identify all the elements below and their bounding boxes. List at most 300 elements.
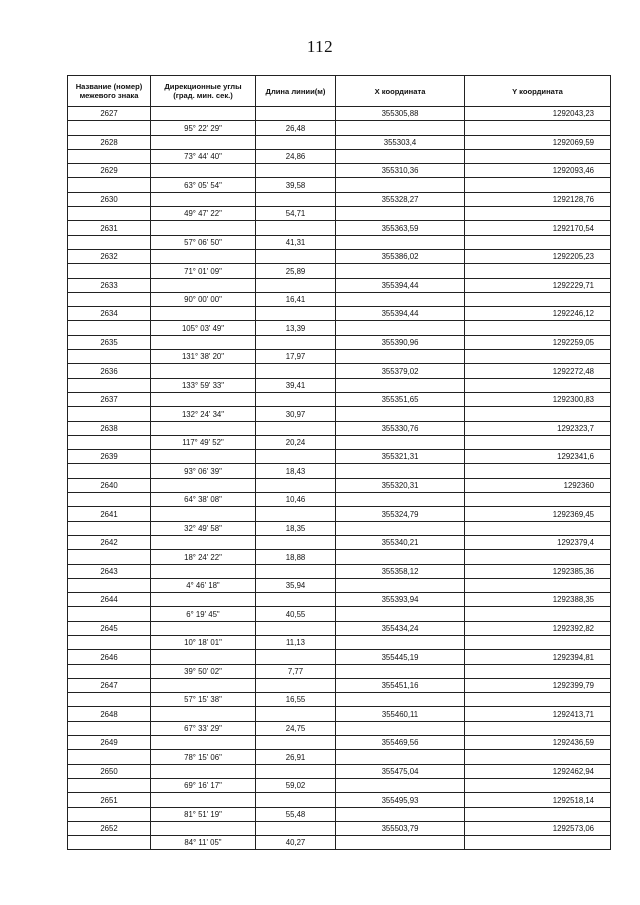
point-row <box>68 192 611 206</box>
empty-angle-cell <box>151 678 256 692</box>
point-row <box>68 364 611 378</box>
point-name: 2631 <box>68 221 151 235</box>
point-row <box>68 793 611 807</box>
empty-y-cell <box>465 750 611 764</box>
table-body <box>68 107 611 850</box>
empty-y-cell <box>465 264 611 278</box>
header-name: Название (номер) межевого знака <box>68 76 151 107</box>
y-coordinate: 1292246,12 <box>465 307 611 321</box>
point-name: 2634 <box>68 307 151 321</box>
y-coordinate: 1292385,36 <box>465 564 611 578</box>
x-coordinate: 355394,44 <box>336 307 465 321</box>
empty-name-cell <box>68 121 151 135</box>
empty-angle-cell <box>151 364 256 378</box>
segment-row <box>68 578 611 592</box>
point-row <box>68 478 611 492</box>
y-coordinate: 1292341,6 <box>465 450 611 464</box>
empty-angle-cell <box>151 621 256 635</box>
point-row <box>68 736 611 750</box>
segment-row <box>68 607 611 621</box>
empty-x-cell <box>336 121 465 135</box>
point-name: 2644 <box>68 593 151 607</box>
segment-row <box>68 207 611 221</box>
empty-angle-cell <box>151 793 256 807</box>
empty-name-cell <box>68 292 151 306</box>
line-length: 26,48 <box>256 121 336 135</box>
empty-angle-cell <box>151 392 256 406</box>
direction-angle: 117° 49' 52" <box>151 435 256 449</box>
empty-length-cell <box>256 707 336 721</box>
y-coordinate: 1292518,14 <box>465 793 611 807</box>
segment-row <box>68 321 611 335</box>
empty-name-cell <box>68 550 151 564</box>
empty-angle-cell <box>151 650 256 664</box>
x-coordinate: 355324,79 <box>336 507 465 521</box>
y-coordinate: 1292394,81 <box>465 650 611 664</box>
empty-length-cell <box>256 764 336 778</box>
empty-y-cell <box>465 149 611 163</box>
empty-x-cell <box>336 778 465 792</box>
segment-row <box>68 464 611 478</box>
empty-angle-cell <box>151 450 256 464</box>
direction-angle: 10° 18' 01" <box>151 635 256 649</box>
line-length: 40,27 <box>256 836 336 850</box>
empty-angle-cell <box>151 593 256 607</box>
empty-x-cell <box>336 721 465 735</box>
line-length: 35,94 <box>256 578 336 592</box>
point-name: 2651 <box>68 793 151 807</box>
direction-angle: 93° 06' 39" <box>151 464 256 478</box>
empty-y-cell <box>465 807 611 821</box>
empty-length-cell <box>256 478 336 492</box>
empty-length-cell <box>256 278 336 292</box>
empty-name-cell <box>68 407 151 421</box>
empty-angle-cell <box>151 221 256 235</box>
y-coordinate: 1292259,05 <box>465 335 611 349</box>
segment-row <box>68 350 611 364</box>
point-name: 2642 <box>68 535 151 549</box>
empty-length-cell <box>256 593 336 607</box>
empty-length-cell <box>256 192 336 206</box>
empty-name-cell <box>68 693 151 707</box>
point-name: 2643 <box>68 564 151 578</box>
empty-y-cell <box>465 178 611 192</box>
empty-name-cell <box>68 521 151 535</box>
direction-angle: 71° 01' 09" <box>151 264 256 278</box>
y-coordinate: 1292436,59 <box>465 736 611 750</box>
empty-length-cell <box>256 421 336 435</box>
y-coordinate: 1292093,46 <box>465 164 611 178</box>
empty-name-cell <box>68 264 151 278</box>
header-row <box>68 76 611 107</box>
x-coordinate: 355351,65 <box>336 392 465 406</box>
direction-angle: 95° 22' 29" <box>151 121 256 135</box>
empty-y-cell <box>465 693 611 707</box>
empty-length-cell <box>256 450 336 464</box>
segment-row <box>68 235 611 249</box>
y-coordinate: 1292392,82 <box>465 621 611 635</box>
direction-angle: 131° 38' 20" <box>151 350 256 364</box>
segment-row <box>68 149 611 163</box>
segment-row <box>68 721 611 735</box>
point-row <box>68 650 611 664</box>
y-coordinate: 1292323,7 <box>465 421 611 435</box>
point-row <box>68 621 611 635</box>
direction-angle: 64° 38' 08" <box>151 493 256 507</box>
empty-length-cell <box>256 564 336 578</box>
line-length: 20,24 <box>256 435 336 449</box>
direction-angle: 133° 59' 33" <box>151 378 256 392</box>
empty-x-cell <box>336 378 465 392</box>
empty-y-cell <box>465 207 611 221</box>
empty-name-cell <box>68 235 151 249</box>
empty-y-cell <box>465 607 611 621</box>
point-name: 2647 <box>68 678 151 692</box>
empty-y-cell <box>465 721 611 735</box>
x-coordinate: 355469,56 <box>336 736 465 750</box>
empty-length-cell <box>256 678 336 692</box>
empty-angle-cell <box>151 707 256 721</box>
segment-row <box>68 750 611 764</box>
x-coordinate: 355358,12 <box>336 564 465 578</box>
point-row <box>68 135 611 149</box>
empty-y-cell <box>465 407 611 421</box>
y-coordinate: 1292069,59 <box>465 135 611 149</box>
empty-length-cell <box>256 793 336 807</box>
empty-y-cell <box>465 378 611 392</box>
y-coordinate: 1292388,35 <box>465 593 611 607</box>
segment-row <box>68 264 611 278</box>
empty-name-cell <box>68 721 151 735</box>
y-coordinate: 1292369,45 <box>465 507 611 521</box>
empty-angle-cell <box>151 192 256 206</box>
segment-row <box>68 521 611 535</box>
line-length: 18,35 <box>256 521 336 535</box>
point-name: 2638 <box>68 421 151 435</box>
segment-row <box>68 407 611 421</box>
header-y: Y координата <box>465 76 611 107</box>
empty-length-cell <box>256 821 336 835</box>
empty-length-cell <box>256 650 336 664</box>
point-name: 2649 <box>68 736 151 750</box>
line-length: 11,13 <box>256 635 336 649</box>
line-length: 24,86 <box>256 149 336 163</box>
empty-y-cell <box>465 121 611 135</box>
empty-angle-cell <box>151 135 256 149</box>
empty-length-cell <box>256 107 336 121</box>
x-coordinate: 355328,27 <box>336 192 465 206</box>
point-name: 2652 <box>68 821 151 835</box>
direction-angle: 57° 15' 38" <box>151 693 256 707</box>
empty-angle-cell <box>151 821 256 835</box>
empty-y-cell <box>465 435 611 449</box>
empty-name-cell <box>68 435 151 449</box>
empty-x-cell <box>336 292 465 306</box>
empty-x-cell <box>336 550 465 564</box>
empty-angle-cell <box>151 307 256 321</box>
empty-x-cell <box>336 635 465 649</box>
direction-angle: 78° 15' 06" <box>151 750 256 764</box>
empty-x-cell <box>336 693 465 707</box>
line-length: 55,48 <box>256 807 336 821</box>
x-coordinate: 355321,31 <box>336 450 465 464</box>
direction-angle: 132° 24' 34" <box>151 407 256 421</box>
segment-row <box>68 121 611 135</box>
empty-y-cell <box>465 493 611 507</box>
point-row <box>68 249 611 263</box>
empty-name-cell <box>68 464 151 478</box>
line-length: 40,55 <box>256 607 336 621</box>
point-name: 2639 <box>68 450 151 464</box>
line-length: 16,55 <box>256 693 336 707</box>
empty-y-cell <box>465 235 611 249</box>
empty-name-cell <box>68 207 151 221</box>
point-row <box>68 278 611 292</box>
y-coordinate: 1292413,71 <box>465 707 611 721</box>
direction-angle: 32° 49' 58" <box>151 521 256 535</box>
empty-x-cell <box>336 435 465 449</box>
point-row <box>68 421 611 435</box>
point-row <box>68 764 611 778</box>
y-coordinate: 1292272,48 <box>465 364 611 378</box>
empty-x-cell <box>336 149 465 163</box>
empty-name-cell <box>68 578 151 592</box>
line-length: 25,89 <box>256 264 336 278</box>
line-length: 39,41 <box>256 378 336 392</box>
empty-length-cell <box>256 221 336 235</box>
empty-angle-cell <box>151 535 256 549</box>
point-name: 2645 <box>68 621 151 635</box>
empty-x-cell <box>336 264 465 278</box>
point-name: 2640 <box>68 478 151 492</box>
point-row <box>68 678 611 692</box>
empty-name-cell <box>68 750 151 764</box>
page-number: 112 <box>306 37 334 56</box>
empty-length-cell <box>256 135 336 149</box>
direction-angle: 81° 51' 19" <box>151 807 256 821</box>
empty-y-cell <box>465 635 611 649</box>
empty-angle-cell <box>151 278 256 292</box>
empty-length-cell <box>256 307 336 321</box>
segment-row <box>68 807 611 821</box>
empty-y-cell <box>465 664 611 678</box>
x-coordinate: 355434,24 <box>336 621 465 635</box>
point-name: 2636 <box>68 364 151 378</box>
line-length: 26,91 <box>256 750 336 764</box>
empty-x-cell <box>336 664 465 678</box>
x-coordinate: 355475,04 <box>336 764 465 778</box>
empty-length-cell <box>256 736 336 750</box>
y-coordinate: 1292573,06 <box>465 821 611 835</box>
empty-angle-cell <box>151 164 256 178</box>
header-length: Длина линии(м) <box>256 76 336 107</box>
point-name: 2650 <box>68 764 151 778</box>
point-name: 2637 <box>68 392 151 406</box>
empty-x-cell <box>336 750 465 764</box>
y-coordinate: 1292399,79 <box>465 678 611 692</box>
empty-length-cell <box>256 621 336 635</box>
point-name: 2630 <box>68 192 151 206</box>
point-name: 2635 <box>68 335 151 349</box>
empty-angle-cell <box>151 421 256 435</box>
empty-y-cell <box>465 321 611 335</box>
direction-angle: 6° 19' 45" <box>151 607 256 621</box>
empty-x-cell <box>336 807 465 821</box>
line-length: 10,46 <box>256 493 336 507</box>
empty-x-cell <box>336 350 465 364</box>
y-coordinate: 1292043,23 <box>465 107 611 121</box>
direction-angle: 4° 46' 18" <box>151 578 256 592</box>
x-coordinate: 355320,31 <box>336 478 465 492</box>
line-length: 18,43 <box>256 464 336 478</box>
empty-name-cell <box>68 635 151 649</box>
point-name: 2628 <box>68 135 151 149</box>
empty-name-cell <box>68 607 151 621</box>
line-length: 7,77 <box>256 664 336 678</box>
segment-row <box>68 378 611 392</box>
empty-angle-cell <box>151 478 256 492</box>
point-row <box>68 821 611 835</box>
x-coordinate: 355303,4 <box>336 135 465 149</box>
empty-y-cell <box>465 778 611 792</box>
empty-angle-cell <box>151 107 256 121</box>
segment-row <box>68 292 611 306</box>
direction-angle: 39° 50' 02" <box>151 664 256 678</box>
point-name: 2641 <box>68 507 151 521</box>
segment-row <box>68 778 611 792</box>
x-coordinate: 355495,93 <box>336 793 465 807</box>
segment-row <box>68 178 611 192</box>
header-angle: Дирекционные углы (град. мин. сек.) <box>151 76 256 107</box>
empty-angle-cell <box>151 249 256 263</box>
empty-x-cell <box>336 836 465 850</box>
empty-name-cell <box>68 778 151 792</box>
empty-x-cell <box>336 321 465 335</box>
direction-angle: 18° 24' 22" <box>151 550 256 564</box>
point-row <box>68 335 611 349</box>
direction-angle: 57° 06' 50" <box>151 235 256 249</box>
segment-row <box>68 836 611 850</box>
empty-x-cell <box>336 464 465 478</box>
y-coordinate: 1292300,83 <box>465 392 611 406</box>
x-coordinate: 355451,16 <box>336 678 465 692</box>
empty-length-cell <box>256 507 336 521</box>
y-coordinate: 1292170,54 <box>465 221 611 235</box>
header-x: X координата <box>336 76 465 107</box>
segment-row <box>68 635 611 649</box>
empty-x-cell <box>336 578 465 592</box>
point-name: 2632 <box>68 249 151 263</box>
x-coordinate: 355445,19 <box>336 650 465 664</box>
x-coordinate: 355390,96 <box>336 335 465 349</box>
x-coordinate: 355363,59 <box>336 221 465 235</box>
y-coordinate: 1292462,94 <box>465 764 611 778</box>
empty-angle-cell <box>151 764 256 778</box>
direction-angle: 73° 44' 40" <box>151 149 256 163</box>
line-length: 24,75 <box>256 721 336 735</box>
empty-name-cell <box>68 350 151 364</box>
line-length: 13,39 <box>256 321 336 335</box>
empty-y-cell <box>465 521 611 535</box>
empty-x-cell <box>336 235 465 249</box>
y-coordinate: 1292128,76 <box>465 192 611 206</box>
segment-row <box>68 693 611 707</box>
segment-row <box>68 493 611 507</box>
y-coordinate: 1292360 <box>465 478 611 492</box>
empty-y-cell <box>465 836 611 850</box>
segment-row <box>68 664 611 678</box>
empty-y-cell <box>465 350 611 364</box>
point-row <box>68 392 611 406</box>
line-length: 41,31 <box>256 235 336 249</box>
y-coordinate: 1292229,71 <box>465 278 611 292</box>
empty-length-cell <box>256 392 336 406</box>
x-coordinate: 355305,88 <box>336 107 465 121</box>
empty-x-cell <box>336 493 465 507</box>
empty-x-cell <box>336 607 465 621</box>
line-length: 17,97 <box>256 350 336 364</box>
point-row <box>68 164 611 178</box>
segment-row <box>68 550 611 564</box>
direction-angle: 67° 33' 29" <box>151 721 256 735</box>
line-length: 59,02 <box>256 778 336 792</box>
y-coordinate: 1292205,23 <box>465 249 611 263</box>
empty-angle-cell <box>151 564 256 578</box>
line-length: 54,71 <box>256 207 336 221</box>
empty-name-cell <box>68 149 151 163</box>
direction-angle: 90° 00' 00" <box>151 292 256 306</box>
point-row <box>68 593 611 607</box>
empty-x-cell <box>336 407 465 421</box>
x-coordinate: 355393,94 <box>336 593 465 607</box>
empty-length-cell <box>256 164 336 178</box>
direction-angle: 84° 11' 05" <box>151 836 256 850</box>
empty-y-cell <box>465 578 611 592</box>
empty-x-cell <box>336 521 465 535</box>
empty-length-cell <box>256 364 336 378</box>
empty-y-cell <box>465 550 611 564</box>
point-row <box>68 221 611 235</box>
table-header <box>68 76 611 107</box>
empty-angle-cell <box>151 736 256 750</box>
direction-angle: 105° 03' 49" <box>151 321 256 335</box>
segment-row <box>68 435 611 449</box>
point-row <box>68 307 611 321</box>
line-length: 30,97 <box>256 407 336 421</box>
line-length: 16,41 <box>256 292 336 306</box>
empty-length-cell <box>256 335 336 349</box>
point-name: 2646 <box>68 650 151 664</box>
empty-name-cell <box>68 178 151 192</box>
y-coordinate: 1292379,4 <box>465 535 611 549</box>
empty-y-cell <box>465 292 611 306</box>
x-coordinate: 355379,02 <box>336 364 465 378</box>
point-row <box>68 507 611 521</box>
x-coordinate: 355394,44 <box>336 278 465 292</box>
empty-length-cell <box>256 249 336 263</box>
point-row <box>68 107 611 121</box>
empty-name-cell <box>68 493 151 507</box>
empty-name-cell <box>68 378 151 392</box>
point-name: 2629 <box>68 164 151 178</box>
point-row <box>68 707 611 721</box>
point-name: 2627 <box>68 107 151 121</box>
point-name: 2648 <box>68 707 151 721</box>
point-row <box>68 450 611 464</box>
empty-y-cell <box>465 464 611 478</box>
point-row <box>68 564 611 578</box>
direction-angle: 63° 05' 54" <box>151 178 256 192</box>
